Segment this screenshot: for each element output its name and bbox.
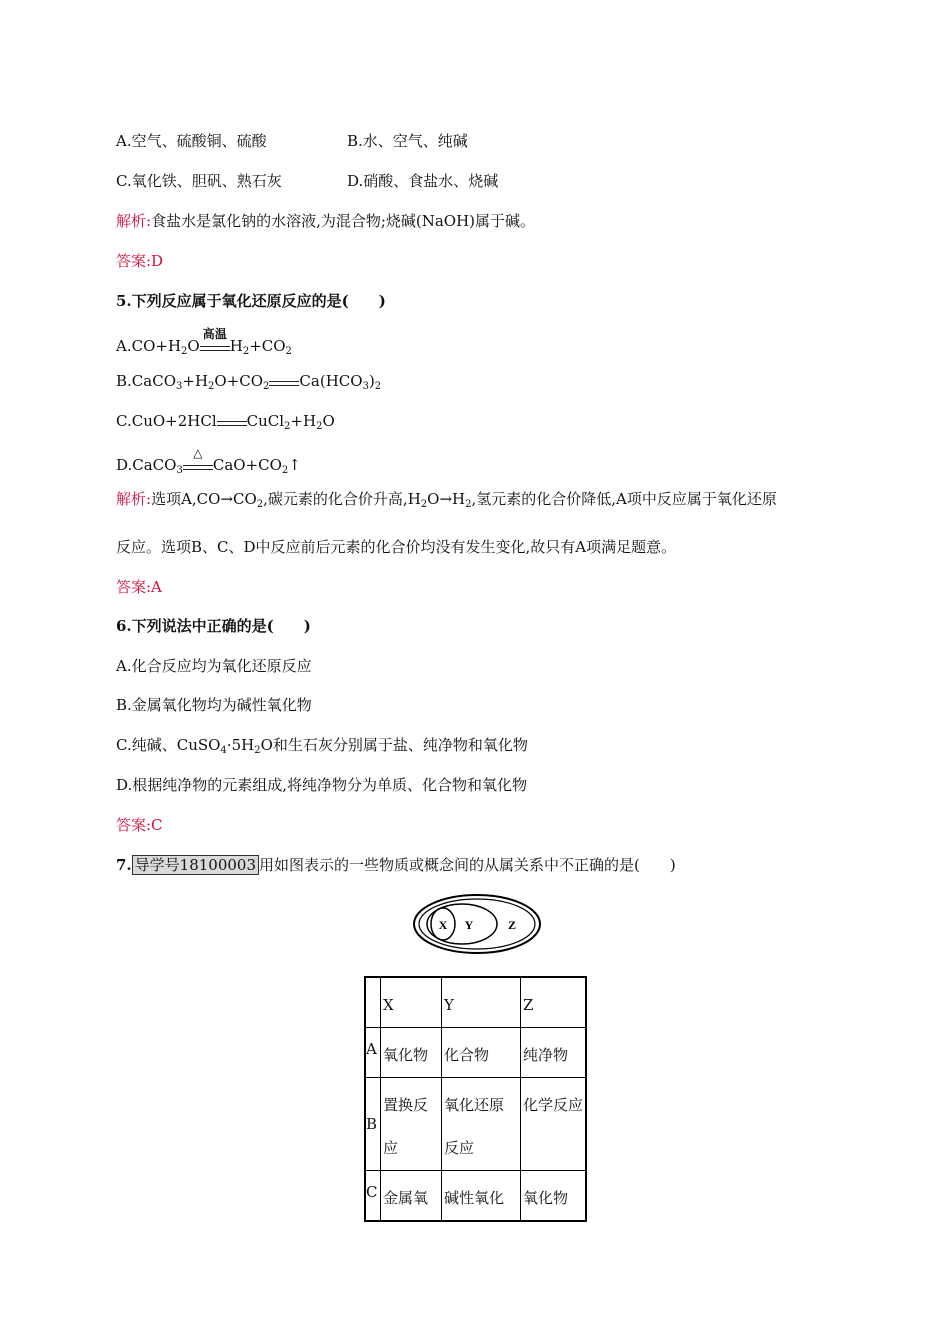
heat-triangle-icon: △ <box>193 446 203 460</box>
q6-option-b: B.金属氧化物均为碱性氧化物 <box>116 696 312 714</box>
reg-number-badge: 导学号18100003 <box>132 855 259 875</box>
q5-analysis-line2: 反应。选项B、C、D中反应前后元素的化合价均没有发生变化,故只有A项满足题意。 <box>116 538 677 556</box>
table-row: B 置换反应 氧化还原反应 化学反应 <box>365 1078 586 1171</box>
q6-stem: 6.下列说法中正确的是( ) <box>116 617 311 635</box>
q6-option-d: D.根据纯净物的元素组成,将纯净物分为单质、化合物和氧化物 <box>116 776 528 794</box>
equals-sign <box>269 372 299 392</box>
q4-option-d: D.硝酸、食盐水、烧碱 <box>347 172 499 190</box>
q4-option-b: B.水、空气、纯碱 <box>347 132 468 150</box>
q5-analysis-line1: 解析:选项$A,CO\to CO_2$,碳元素的化合价升高$,H_2O\to H_2$,氢元素的化合价降低,A项中反应属于氧化还原 <box>116 490 777 510</box>
analysis-label: 解析: <box>116 212 152 230</box>
table-row: C 金属氧 碱性氧化 氧化物 <box>365 1171 586 1222</box>
gas-arrow-icon: ↑ <box>288 456 301 474</box>
q4-option-c: C.氧化铁、胆矾、熟石灰 <box>116 172 282 190</box>
q5-option-b: $B.CaCO_3+H_2O+CO_2$ $Ca(HCO_3)_2$ <box>116 372 382 392</box>
options-table <box>364 976 587 1222</box>
equals-sign: 高温 <box>200 337 230 357</box>
analysis-label: 解析: <box>116 490 152 508</box>
q6-option-a: A.化合反应均为氧化还原反应 <box>116 657 312 675</box>
table-header-row: X Y Z <box>365 977 586 1028</box>
label-y: Y <box>464 918 474 932</box>
q6-option-c: C.纯碱、$CuSO_4\cdot 5H_2O$和生石灰分别属于盐、纯净物和氧化物 <box>116 736 528 756</box>
xyz-venn-diagram <box>410 892 544 958</box>
table-row: A 氧化物 化合物 纯净物 <box>365 1028 586 1078</box>
q5-option-d: D.CaCO$_3$ △ $CaO+CO_2↑$ <box>116 455 301 481</box>
outer-ellipse-z <box>414 895 540 953</box>
q5-answer: 答案:A <box>116 578 162 596</box>
label-z: Z <box>507 918 517 932</box>
equals-sign <box>217 412 247 432</box>
q5-option-a: $A.CO+H_2O$ 高温 $H_2+CO_2$ <box>116 327 292 357</box>
q4-answer: 答案:D <box>116 252 164 270</box>
analysis-text: 食盐水是氯化钠的水溶液,为混合物;烧碱(NaOH)属于碱。 <box>151 212 536 230</box>
equals-sign <box>183 446 213 476</box>
q5-option-c: C.CuO+2HCl $CuCl_2+H_2O$ <box>116 412 335 432</box>
q7-stem: 7. 导学号18100003 用如图表示的一些物质或概念间的从属关系中不正确的是( ) <box>116 856 676 874</box>
q4-option-a: A.空气、硫酸铜、硫酸 <box>116 132 267 150</box>
q6-answer: 答案:C <box>116 816 163 834</box>
q4-analysis <box>116 211 535 231</box>
label-x: X <box>438 918 448 932</box>
q5-stem: 5.下列反应属于氧化还原反应的是( ) <box>116 292 386 310</box>
